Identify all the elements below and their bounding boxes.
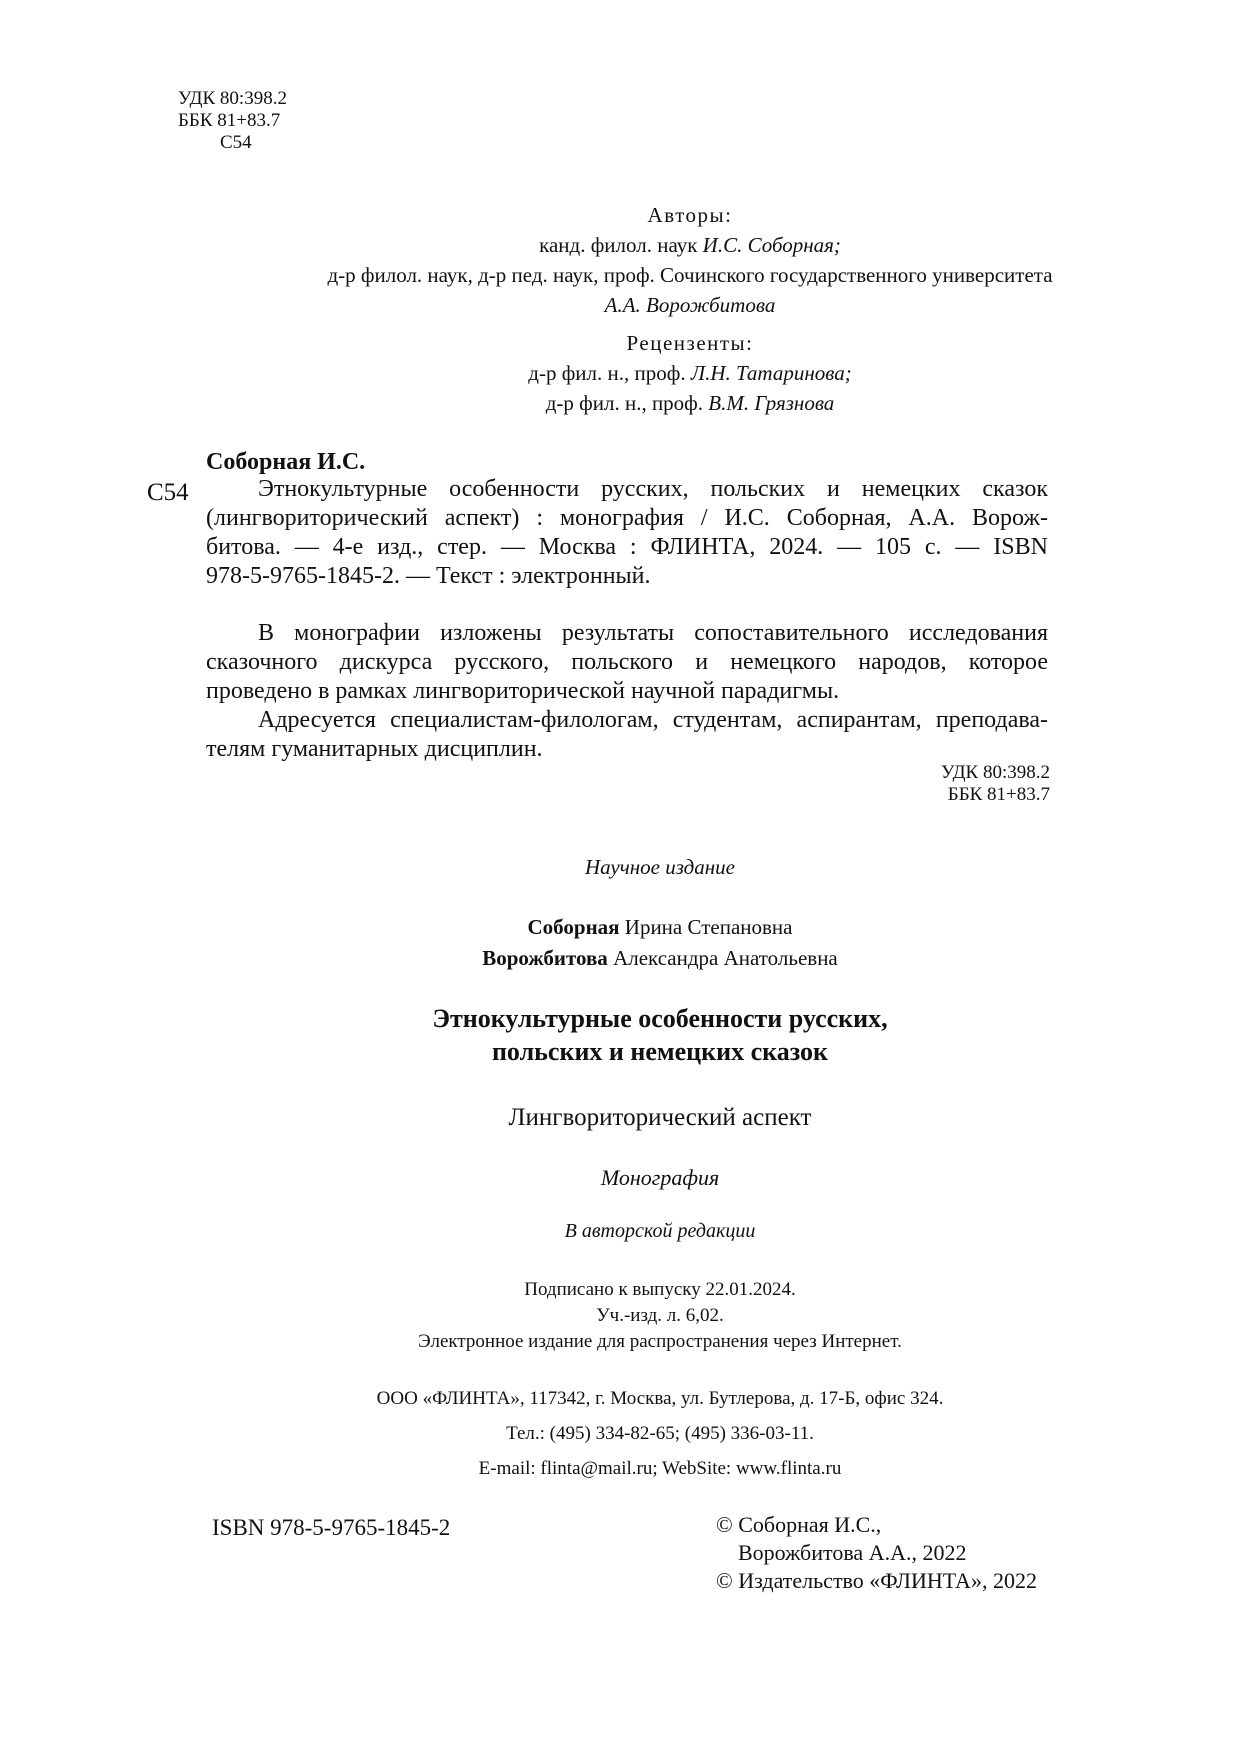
authors-block <box>140 200 1240 320</box>
bbk-code: ББК 81+83.7 <box>178 110 281 131</box>
reviewer-1-name: Л.Н. Татаринова; <box>690 361 852 385</box>
full-authors <box>160 912 1160 974</box>
authors-heading: Авторы: <box>647 203 733 227</box>
publication-details <box>160 1277 1160 1355</box>
book-genre: Монография <box>600 1165 720 1190</box>
abstract-p1-line-3: проведено в рамках лингвориторической научной парадигмы. <box>206 678 840 704</box>
copyright-authors: © Соборная И.С., <box>716 1512 882 1537</box>
author-line-1: канд. филол. наук И.С. Соборная; <box>539 233 841 257</box>
redaction-note: В авторской редакции <box>564 1220 756 1242</box>
electronic-note: Электронное издание для распространения через Интернет. <box>418 1331 902 1352</box>
reviewer-2-name: В.М. Грязнова <box>708 391 835 415</box>
reviewer-line-2: д-р фил. н., проф. В.М. Грязнова <box>545 391 835 415</box>
abstract-p2-line-2: телям гуманитарных дисциплин. <box>206 736 543 762</box>
copyright-block <box>716 1511 1037 1595</box>
udk-block-bottom <box>800 762 1050 806</box>
udk-block-top <box>178 88 287 154</box>
publisher-phone: Тел.: (495) 334-82-65; (495) 336-03-11. <box>506 1423 814 1444</box>
signed-date: Подписано к выпуску 22.01.2024. <box>524 1279 796 1300</box>
abstract-p1-line-2: сказочного дискурса русского, польского и немецкого народов, которое <box>206 649 1048 675</box>
abstract-p2-line-1: Адресуется специалистам-филологам, студентам, аспирантам, преподава- <box>258 707 1048 733</box>
reviewer-line-1: д-р фил. н., проф. Л.Н. Татаринова; <box>528 361 852 385</box>
edition-type: Научное издание <box>585 855 735 879</box>
publisher-sheets: Уч.-изд. л. 6,02. <box>596 1305 724 1326</box>
copyright-publisher: © Издательство «ФЛИНТА», 2022 <box>716 1568 1037 1593</box>
bib-record <box>206 475 1048 764</box>
copyright-authors-cont: Ворожбитова А.А., 2022 <box>738 1540 967 1565</box>
bib-line-2: (лингвориторический аспект) : монография / И.С. Соборная, А.А. Ворож- <box>206 505 1048 531</box>
author-2-name: А.А. Ворожбитова <box>604 293 776 317</box>
book-subtitle: Лингвориторический аспект <box>508 1104 812 1131</box>
bib-author-mark: С54 <box>147 479 189 506</box>
publisher-contacts <box>160 1381 1160 1486</box>
book-title-line-1: Этнокультурные особенности русских, <box>432 1004 888 1033</box>
full-author-1: Соборная Ирина Степановна <box>527 915 793 939</box>
abstract-p1-line-1: В монографии изложены результаты сопоставительного исследования <box>258 620 1048 646</box>
bbk-code-bottom: ББК 81+83.7 <box>947 784 1050 805</box>
author-mark: С54 <box>220 132 252 153</box>
isbn: ISBN 978-5-9765-1845-2 <box>212 1515 451 1540</box>
full-author-2: Ворожбитова Александра Анатольевна <box>482 946 838 970</box>
book-title <box>160 1002 1160 1068</box>
bib-line-1: Этнокультурные особенности русских, польских и немецких сказок <box>258 476 1048 502</box>
publisher-address: ООО «ФЛИНТА», 117342, г. Москва, ул. Бутлерова, д. 17-Б, офис 324. <box>376 1388 944 1409</box>
bib-line-4: 978-5-9765-1845-2. — Текст : электронный. <box>206 563 651 589</box>
bib-main-author: Соборная И.С. <box>206 449 366 475</box>
reviewers-block <box>140 328 1240 418</box>
author-line-2: д-р филол. наук, д-р пед. наук, проф. Сочинского государственного университета <box>327 263 1053 287</box>
book-title-line-2: польских и немецких сказок <box>491 1037 829 1066</box>
publisher-web: E-mail: flinta@mail.ru; WebSite: www.flinta.ru <box>478 1458 842 1479</box>
bib-line-3: битова. — 4-е изд., стер. — Москва : ФЛИНТА, 2024. — 105 с. — ISBN <box>206 534 1048 560</box>
udk-code-bottom: УДК 80:398.2 <box>941 762 1050 783</box>
reviewers-heading: Рецензенты: <box>626 331 754 355</box>
udk-code: УДК 80:398.2 <box>178 88 287 109</box>
author-1-name: И.С. Соборная; <box>702 233 841 257</box>
